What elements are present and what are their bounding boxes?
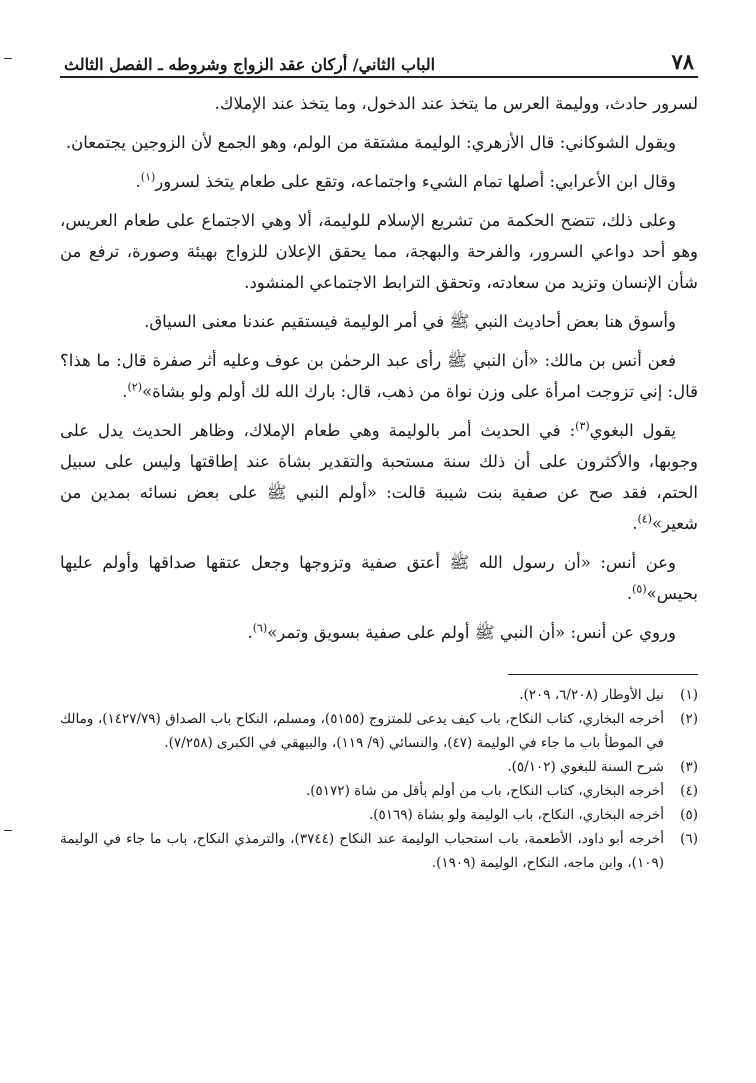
footnote — [60, 707, 698, 755]
footnote — [60, 683, 698, 707]
running-title: الباب الثاني/ أركان عقد الزواج وشروطه ـ الفصل الثالث — [64, 55, 436, 74]
footnote — [60, 779, 698, 803]
footnote-number: (٤) — [680, 783, 698, 799]
paragraph: فعن أنس بن مالك: «أن النبي ﷺ رأى عبد الرحمٰن بن عوف وعليه أثر صفرة قال: ما هذا؟ قال: إني تزوجت امرأة على وزن نواة من ذهب، قال: بارك الله لك أولم ولو بشاة»$^{(٢)}$. — [60, 351, 698, 401]
footnote-divider — [508, 674, 698, 675]
document-page — [60, 40, 698, 1050]
footnote-ref: (١) — [140, 170, 156, 184]
footnote-text: أخرجه أبو داود، الأطعمة، باب استحباب الوليمة عند النكاح (٣٧٤٤)، والترمذي النكاح، باب ما جاء في الوليمة (١٠٩)، وابن ماجه، النكاح، الوليمة (١٩٠٩). — [60, 831, 664, 871]
footnote-ref: (٦) — [252, 621, 268, 635]
footnote-ref: (٥) — [632, 582, 647, 596]
footnote-text: نيل الأوطار (٦/٢٠٨، ٢٠٩). — [519, 687, 664, 703]
margin-mark-top — [4, 58, 12, 59]
page-number: ٧٨ — [671, 49, 694, 74]
footnotes — [60, 683, 698, 875]
footnote-number: (٦) — [680, 831, 698, 847]
footnote-text: أخرجه البخاري، كتاب النكاح، باب كيف يدعى للمتزوج (٥١٥٥)، ومسلم، النكاح باب الصداق (١٤٢٧/٧٩)، ومالك في الموطأ باب ما جاء في الوليمة (٤٧)، والنسائي (٩/ ١١٩)، والبيهقي في الكبرى (٧/٢٥٨). — [60, 711, 664, 751]
paragraph: وعلى ذلك، تتضح الحكمة من تشريع الإسلام للوليمة، ألا وهي الاجتماع على طعام العريس، وهو أحد دواعي السرور، والفرحة والبهجة، مما يحقق الإعلان للزواج بهيئة وصورة، ترفع من شأن الإنسان وتزيد من سعادته، وتحقق الترابط الاجتماعي المنشود. — [60, 211, 698, 292]
body-text — [60, 88, 698, 648]
footnote-number: (٥) — [680, 807, 698, 823]
paragraph: وعن أنس: «أن رسول الله ﷺ أعتق صفية وتزوجها وجعل عتقها صداقها وأولم عليها بحيس»$^{(٥)}$. — [60, 553, 698, 603]
paragraph: لسرور حادث، ووليمة العرس ما يتخذ عند الدخول، وما يتخذ عند الإملاك. — [214, 94, 698, 113]
footnote-ref: (٤) — [637, 512, 653, 526]
footnote-number: (٣) — [680, 759, 698, 775]
footnote-text: أخرجه البخاري، كتاب النكاح، باب من أولم بأقل من شاة (٥١٧٢). — [305, 783, 664, 799]
footnote-number: (١) — [680, 687, 698, 703]
paragraph: ويقول الشوكاني: قال الأزهري: الوليمة مشتقة من الولم، وهو الجمع لأن الزوجين يجتمعان. — [65, 133, 676, 152]
footnote-ref: (٢) — [127, 380, 143, 394]
footnote — [60, 755, 698, 779]
footnote-text: شرح السنة للبغوي (٥/١٠٢). — [507, 759, 664, 775]
paragraph: وقال ابن الأعرابي: أصلها تمام الشيء واجتماعه، وتقع على طعام يتخذ لسرور$^{(١)}$. — [135, 170, 676, 191]
footnote — [60, 803, 698, 827]
footnote-ref: (٣) — [575, 419, 590, 433]
footnote-number: (٢) — [680, 711, 698, 727]
footnote — [60, 827, 698, 875]
paragraph: وأسوق هنا بعض أحاديث النبي ﷺ في أمر الوليمة فيستقيم عندنا معنى السياق. — [144, 312, 676, 331]
paragraph: وروي عن أنس: «أن النبي ﷺ أولم على صفية بسويق وتمر»$^{(٦)}$. — [247, 621, 676, 642]
margin-mark-bottom — [4, 830, 12, 831]
paragraph: يقول البغوي$^{(٣)}$: في الحديث أمر بالوليمة وهي طعام الإملاك، وظاهر الحديث يدل على وجوبها، والأكثرون على أن ذلك سنة مستحبة والتقدير بشاة عند إطاقتها وليس على سبيل الحتم، فقد صح عن صفية بنت شيبة قالت: «أولم النبي ﷺ على بعض نسائه بمدين من شعير»$^{(٤)}$. — [60, 419, 698, 533]
footnote-text: أخرجه البخاري، النكاح، باب الوليمة ولو بشاة (٥١٦٩). — [368, 807, 664, 823]
page-header — [60, 40, 698, 78]
